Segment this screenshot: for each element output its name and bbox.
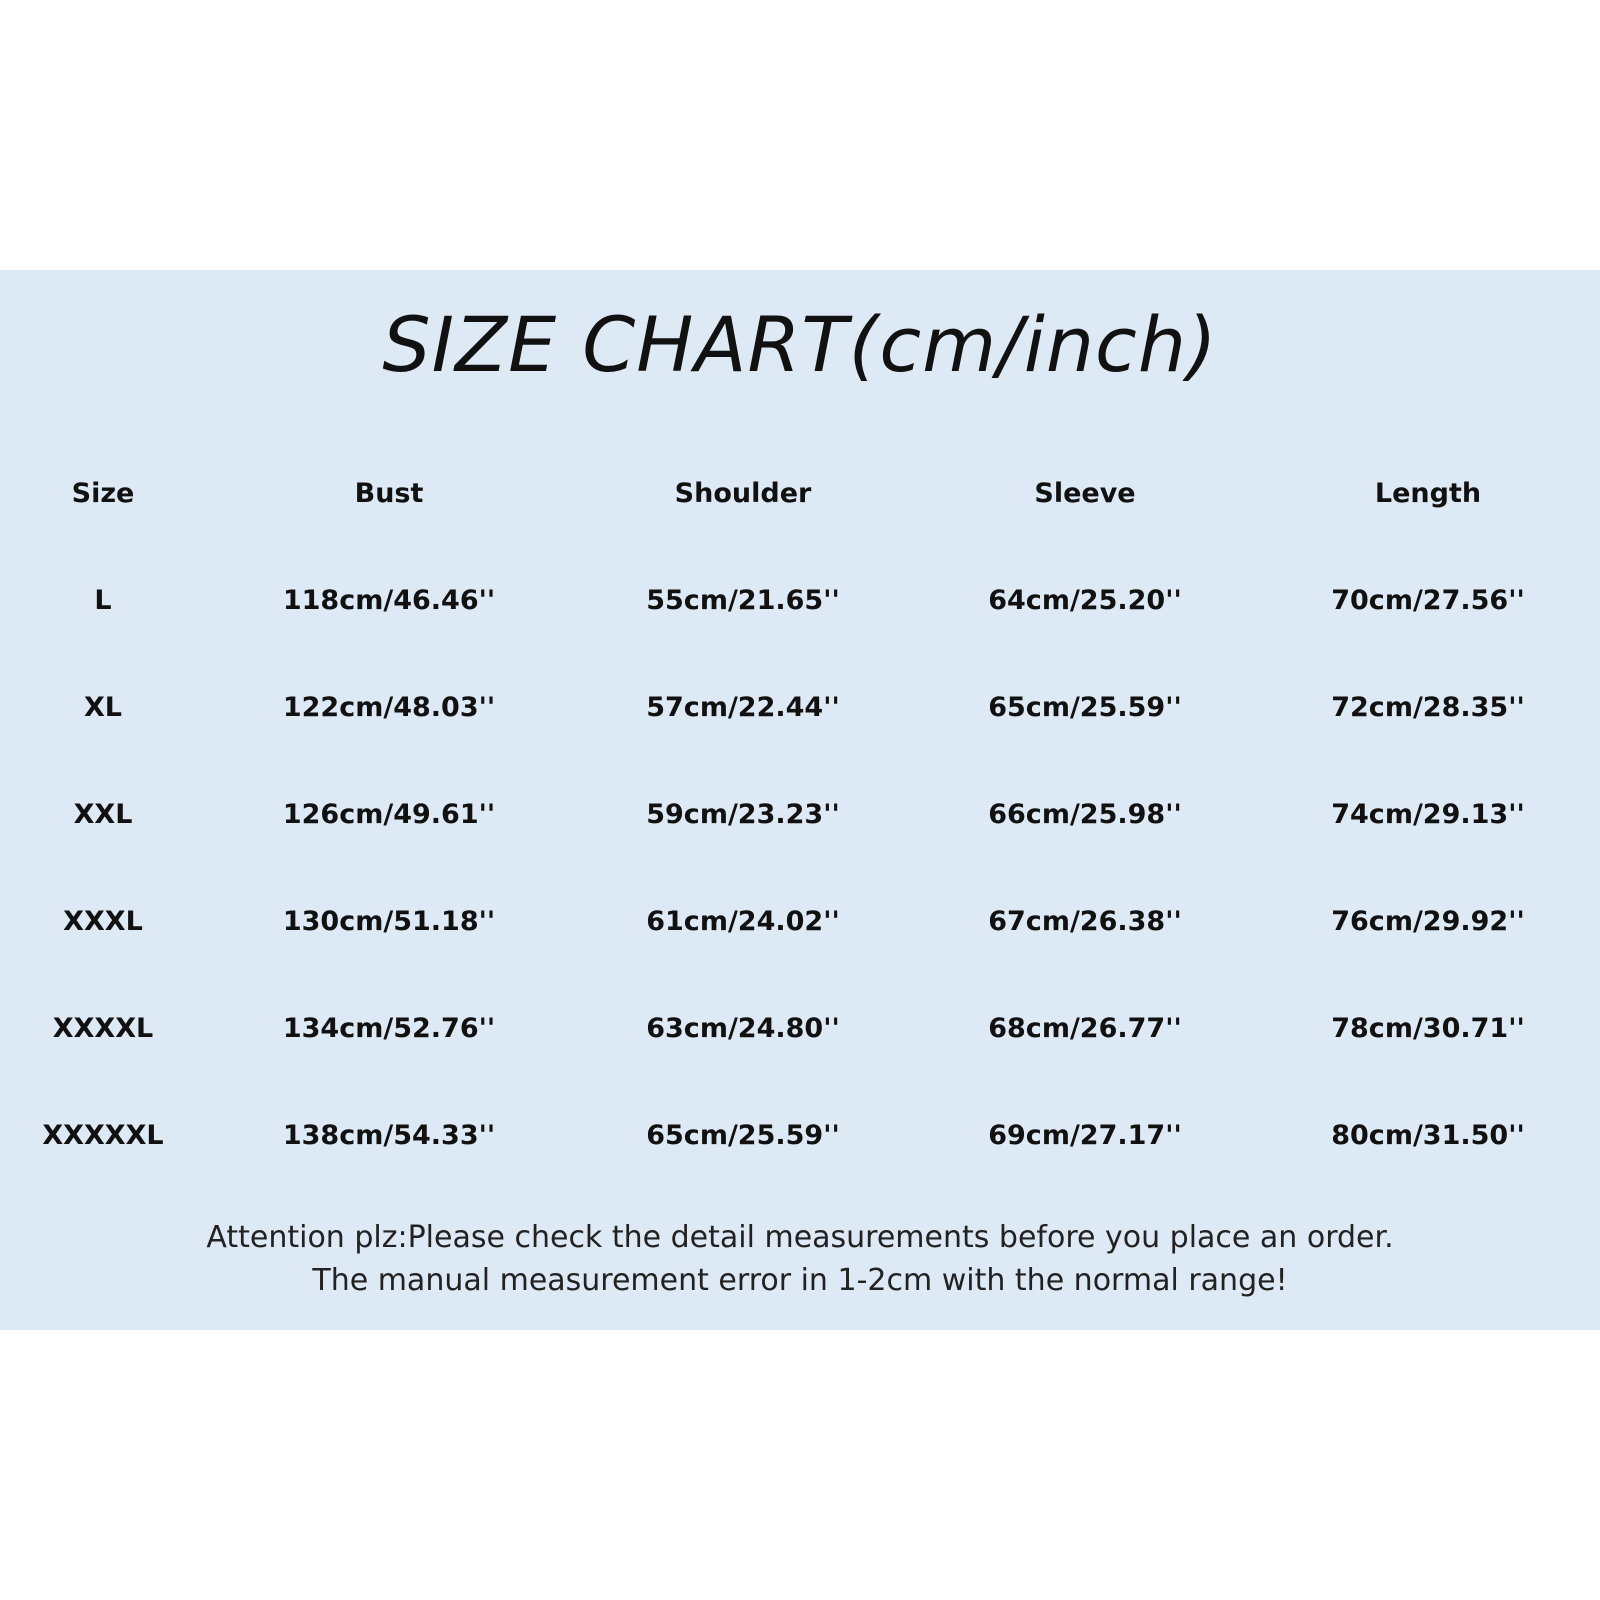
- cell-length: 78cm/30.71'': [1331, 1013, 1525, 1044]
- cell-length: 76cm/29.92'': [1331, 906, 1525, 937]
- cell-bust: 118cm/46.46'': [282, 585, 496, 616]
- cell-length: 74cm/29.13'': [1331, 799, 1525, 830]
- cell-shoulder: 55cm/21.65'': [646, 585, 840, 616]
- cell-sleeve: 68cm/26.77'': [988, 1013, 1182, 1044]
- table-row: [0, 761, 1600, 868]
- table-row: [0, 1082, 1600, 1189]
- size-chart-title: SIZE CHART(cm/inch): [382, 300, 1218, 389]
- table-row: [0, 868, 1600, 975]
- cell-length: 70cm/27.56'': [1331, 585, 1525, 616]
- cell-sleeve: 64cm/25.20'': [988, 585, 1182, 616]
- size-table: [0, 440, 1600, 1189]
- cell-size: XXL: [73, 799, 133, 830]
- attention-note: [0, 1216, 1600, 1302]
- cell-shoulder: 63cm/24.80'': [646, 1013, 840, 1044]
- cell-size: L: [94, 585, 112, 616]
- header-bust: Bust: [354, 478, 424, 509]
- header-size: Size: [71, 478, 135, 509]
- cell-shoulder: 59cm/23.23'': [646, 799, 840, 830]
- header-length: Length: [1374, 478, 1482, 509]
- cell-size: XL: [83, 692, 123, 723]
- table-row: [0, 547, 1600, 654]
- cell-sleeve: 65cm/25.59'': [988, 692, 1182, 723]
- cell-size: XXXL: [63, 906, 143, 937]
- header-shoulder: Shoulder: [674, 478, 812, 509]
- header-sleeve: Sleeve: [1034, 478, 1136, 509]
- table-row: [0, 654, 1600, 761]
- cell-bust: 134cm/52.76'': [282, 1013, 496, 1044]
- cell-size: XXXXXL: [42, 1120, 164, 1151]
- cell-length: 80cm/31.50'': [1331, 1120, 1525, 1151]
- cell-shoulder: 61cm/24.02'': [646, 906, 840, 937]
- attention-note-line-1: Attention plz:Please check the detail measurements before you place an order.: [206, 1220, 1394, 1255]
- cell-sleeve: 66cm/25.98'': [988, 799, 1182, 830]
- cell-sleeve: 67cm/26.38'': [988, 906, 1182, 937]
- cell-shoulder: 57cm/22.44'': [646, 692, 840, 723]
- cell-bust: 126cm/49.61'': [282, 799, 496, 830]
- cell-sleeve: 69cm/27.17'': [988, 1120, 1182, 1151]
- cell-size: XXXXL: [52, 1013, 154, 1044]
- cell-shoulder: 65cm/25.59'': [646, 1120, 840, 1151]
- cell-bust: 122cm/48.03'': [282, 692, 496, 723]
- cell-bust: 130cm/51.18'': [282, 906, 496, 937]
- cell-bust: 138cm/54.33'': [282, 1120, 496, 1151]
- attention-note-line-2: The manual measurement error in 1-2cm with the normal range!: [312, 1263, 1288, 1298]
- table-header-row: [0, 440, 1600, 547]
- table-row: [0, 975, 1600, 1082]
- cell-length: 72cm/28.35'': [1331, 692, 1525, 723]
